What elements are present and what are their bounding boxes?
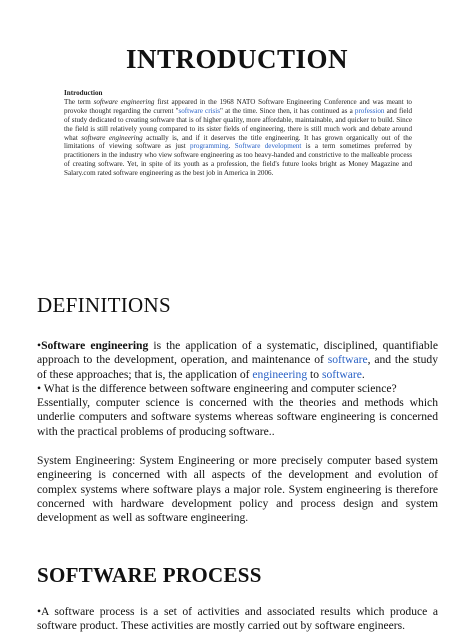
definition-text: . — [361, 367, 365, 381]
software-process-body — [37, 605, 438, 634]
intro-emphasis: software engineering — [93, 97, 155, 106]
profession-link[interactable]: profession — [354, 106, 385, 115]
definition-text: is the application of a systematic, disciplined, quantifiable approach to the development, operation, and maintenance of — [37, 339, 438, 367]
intro-text: " at the time. Since then, it has continued as a — [220, 106, 355, 115]
intro-text: first appeared in the 1968 NATO Software Engineering Conference and was meant to provoke thought regarding the current " — [64, 97, 412, 115]
engineering-link[interactable]: engineering — [252, 367, 308, 381]
definitions-heading: DEFINITIONS — [37, 293, 171, 317]
intro-text: The term — [64, 97, 94, 106]
definition-text: to — [307, 367, 322, 381]
intro-text: actually is, and if it deserves the title engineering. It has grown organically out of the limitations of viewing software as just — [64, 133, 412, 151]
software-link[interactable]: software — [327, 353, 368, 367]
intro-text: is a term sometimes preferred by practitioners in the industry who view software engineering as too heavy-handed and constrictive to the malleable process of creating software. Yet, in spite of its youth as a profession, the field's future looks bright as Money Magazine and Salary.com rated software engineering as the best job in America in 2006. — [64, 142, 412, 178]
intro-text: . — [228, 142, 235, 151]
definitions-body — [37, 339, 438, 526]
definition-bullet-1 — [37, 339, 438, 382]
paragraph-gap — [37, 439, 438, 454]
software-development-link[interactable]: Software development — [234, 142, 302, 151]
definition-bullet-2: • What is the difference between software engineering and computer science? — [37, 381, 397, 395]
introduction-subheading: Introduction — [64, 89, 103, 97]
software-process-paragraph: •A software process is a set of activities and associated results which produce a software product. These activities are mostly carried out by software engineers. — [37, 605, 438, 633]
intro-text: and field of study dedicated to creating software that is of higher quality, more affordable, maintainable, and quicker to build. Since the field is still relatively young compared to its sister fields of engineering, there is still much work and debate around what — [64, 106, 412, 142]
introduction-paragraph — [64, 89, 412, 178]
software-crisis-link[interactable]: software crisis — [178, 106, 221, 115]
definition-paragraph-system-engineering: System Engineering: System Engineering or more precisely computer based system engineering is concerned with all aspects of the development and evolution of complex systems where software plays a major role. System engineering is therefore concerned with hardware development policy and process design and system development as well as software engineering. — [37, 454, 438, 525]
intro-emphasis: software engineering — [81, 133, 143, 142]
definition-paragraph-cs: Essentially, computer science is concerned with the theories and methods which underlie computers and software systems whereas software engineering is concerned with the practical problems of producing software.. — [37, 396, 438, 438]
definition-text: , and the study of these approaches; that is, the application of — [37, 353, 439, 381]
software-process-heading: SOFTWARE PROCESS — [37, 563, 262, 587]
bullet-marker: • — [37, 339, 42, 352]
term-software-engineering: Software engineering — [41, 339, 149, 352]
introduction-heading: INTRODUCTION — [125, 44, 349, 74]
software-link[interactable]: software — [321, 367, 362, 381]
programming-link[interactable]: programming — [189, 142, 229, 151]
